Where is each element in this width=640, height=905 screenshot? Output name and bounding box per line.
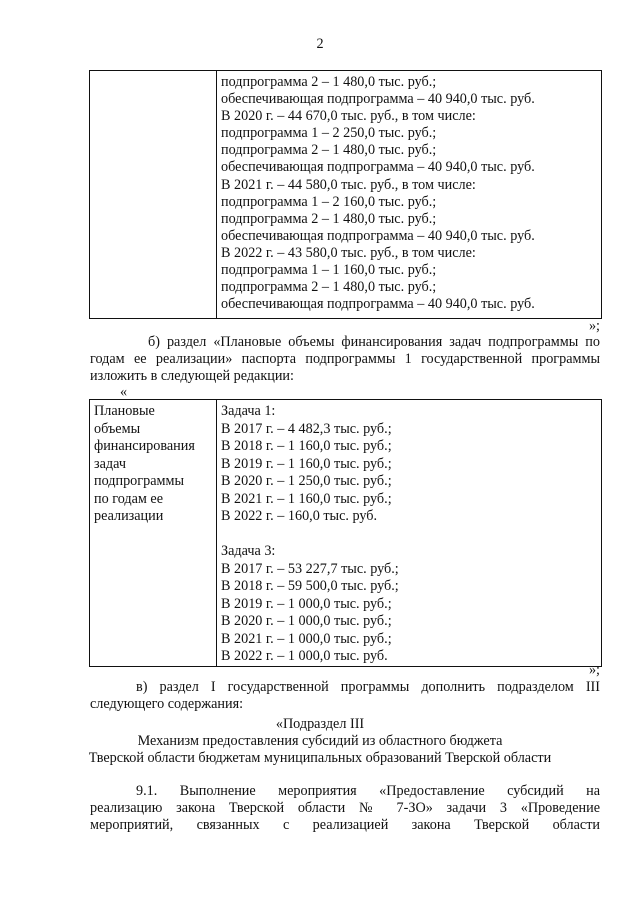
table-line: подпрограмма 2 – 1 480,0 тыс. руб.; xyxy=(221,74,437,90)
table-left-cell xyxy=(90,400,217,667)
table-line: подпрограмма 1 – 2 250,0 тыс. руб.; xyxy=(221,125,437,142)
table-line: В 2021 г. – 1 160,0 тыс. руб.; xyxy=(221,490,392,507)
paragraph-v-line2: следующего содержания: xyxy=(90,696,244,712)
table-right-cell xyxy=(217,400,602,667)
paragraph-v-line1: в) раздел I государственной программы дополнить подразделом III xyxy=(136,679,600,695)
subsection-heading: «Подраздел III xyxy=(275,716,365,732)
table-line: подпрограмма 2 – 1 480,0 тыс. руб.; xyxy=(221,210,437,227)
table-line: подпрограмма 2 – 1 480,0 тыс. руб.; xyxy=(221,142,437,159)
row-header-line: задач xyxy=(94,455,126,472)
subsection-title-line2: Тверской области бюджетам муниципальных образований Тверской области xyxy=(88,750,552,766)
paragraph-9-1-line3: мероприятий, связанных с реализацией закона Тверской области xyxy=(90,817,600,833)
table-line: В 2018 г. – 59 500,0 тыс. руб.; xyxy=(221,578,399,594)
paragraph-9-1-line1: 9.1. Выполнение мероприятия «Предоставление субсидий на xyxy=(136,783,600,799)
spacer xyxy=(221,526,599,544)
quote-opener: « xyxy=(120,384,128,400)
table-line: В 2022 г. – 43 580,0 тыс. руб., в том числе: xyxy=(221,244,476,261)
page-number: 2 xyxy=(316,36,324,52)
table-line: В 2020 г. – 1 000,0 тыс. руб.; xyxy=(221,613,392,629)
table-line: подпрограмма 2 – 1 480,0 тыс. руб.; xyxy=(221,279,437,296)
table-line: В 2017 г. – 53 227,7 тыс. руб.; xyxy=(221,560,399,577)
table-line: В 2017 г. – 4 482,3 тыс. руб.; xyxy=(221,420,392,437)
table-line: обеспечивающая подпрограмма – 40 940,0 тыс. руб. xyxy=(221,296,535,313)
table-line: обеспечивающая подпрограмма – 40 940,0 тыс. руб. xyxy=(221,159,535,176)
table-line: подпрограмма 1 – 2 160,0 тыс. руб.; xyxy=(221,193,437,210)
task-1-title: Задача 1: xyxy=(221,403,276,419)
paragraph-b-line3: изложить в следующей редакции: xyxy=(90,368,294,384)
paragraph-b-line1: б) раздел «Плановые объемы финансирования задач подпрограммы по xyxy=(148,334,600,350)
subsection-title-line1: Механизм предоставления субсидий из областного бюджета xyxy=(137,733,503,749)
quote-closer: »; xyxy=(588,662,600,678)
table-line: В 2021 г. – 44 580,0 тыс. руб., в том числе: xyxy=(221,176,476,193)
quote-closer: »; xyxy=(588,318,600,334)
row-header-line: подпрограммы xyxy=(94,473,184,489)
table-line: В 2018 г. – 1 160,0 тыс. руб.; xyxy=(221,438,392,454)
financing-table-continued xyxy=(89,70,602,319)
task-3-title: Задача 3: xyxy=(221,543,276,559)
table-row xyxy=(90,400,602,667)
table-right-cell xyxy=(217,71,602,319)
table-line: обеспечивающая подпрограмма – 40 940,0 тыс. руб. xyxy=(221,91,535,108)
table-left-cell xyxy=(90,71,217,319)
table-line: обеспечивающая подпрограмма – 40 940,0 тыс. руб. xyxy=(221,227,535,244)
row-header-line: реализации xyxy=(94,508,164,524)
table-line: В 2020 г. – 44 670,0 тыс. руб., в том числе: xyxy=(221,108,476,125)
table-line: В 2019 г. – 1 160,0 тыс. руб.; xyxy=(221,455,392,472)
table-row xyxy=(90,71,602,319)
financing-table-subprogram-1 xyxy=(89,399,602,667)
table-line: подпрограмма 1 – 1 160,0 тыс. руб.; xyxy=(221,262,437,279)
row-header-line: Плановые xyxy=(94,403,155,419)
table-line: В 2020 г. – 1 250,0 тыс. руб.; xyxy=(221,473,392,489)
table-line: В 2022 г. – 160,0 тыс. руб. xyxy=(221,508,378,524)
table-line: В 2021 г. – 1 000,0 тыс. руб.; xyxy=(221,630,392,647)
paragraph-9-1-line2: реализацию закона Тверской области № 7-ЗО» задачи 3 «Проведение xyxy=(90,800,600,816)
table-line: В 2022 г. – 1 000,0 тыс. руб. xyxy=(221,648,388,664)
table-line: В 2019 г. – 1 000,0 тыс. руб.; xyxy=(221,595,392,612)
row-header-line: финансирования xyxy=(94,438,195,454)
row-header-line: объемы xyxy=(94,420,141,437)
paragraph-b-line2: годам ее реализации» паспорта подпрограммы 1 государственной программы xyxy=(90,351,600,367)
row-header-line: по годам ее xyxy=(94,490,164,507)
